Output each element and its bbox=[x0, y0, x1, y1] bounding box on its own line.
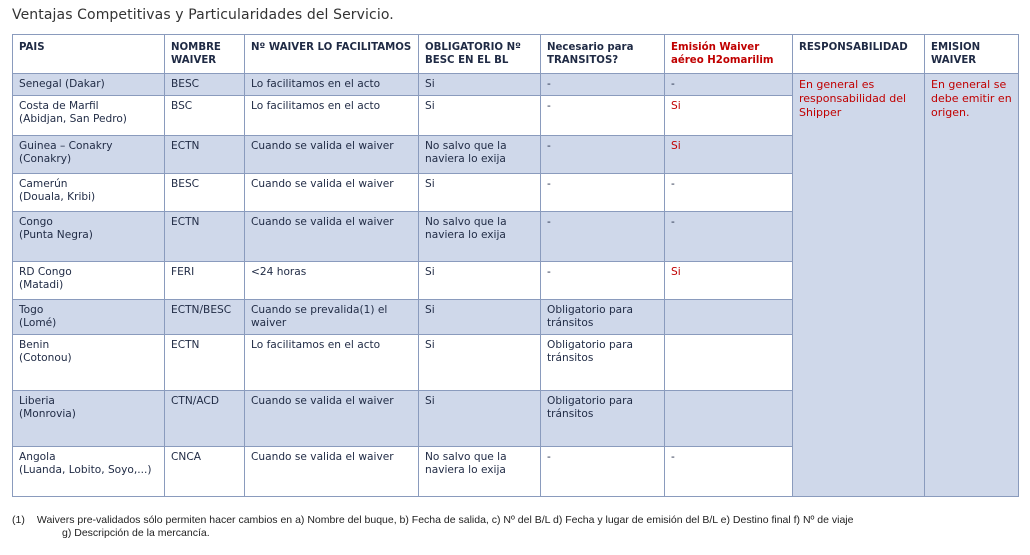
pais-name: Senegal (Dakar) bbox=[19, 78, 105, 90]
transitos-value: Obligatorio para tránsitos bbox=[547, 395, 634, 420]
pais-name: RD Congo bbox=[19, 266, 72, 278]
cell-nombre-waiver bbox=[165, 262, 245, 300]
cell-pais bbox=[13, 391, 165, 447]
cell-facilitamos bbox=[245, 262, 419, 300]
cell-facilitamos bbox=[245, 136, 419, 174]
cell-emision-aereo bbox=[665, 447, 793, 497]
cell-nombre-waiver bbox=[165, 391, 245, 447]
cell-facilitamos bbox=[245, 391, 419, 447]
pais-ports: (Douala, Kribi) bbox=[19, 191, 96, 203]
pais-name: Congo bbox=[19, 216, 53, 228]
nombre-waiver-value: ECTN bbox=[171, 339, 200, 351]
emision-aereo-value: Si bbox=[671, 100, 681, 112]
header-emision-waiver: EMISION WAIVER bbox=[925, 35, 1019, 74]
facilitamos-value: Cuando se valida el waiver bbox=[251, 451, 394, 463]
emision-aereo-value: - bbox=[671, 216, 675, 228]
facilitamos-value: Cuando se valida el waiver bbox=[251, 216, 394, 228]
transitos-value: - bbox=[547, 100, 551, 112]
cell-facilitamos bbox=[245, 174, 419, 212]
transitos-value: - bbox=[547, 78, 551, 90]
transitos-value: - bbox=[547, 216, 551, 228]
cell-transitos bbox=[541, 391, 665, 447]
footnote bbox=[12, 514, 1022, 540]
transitos-value: - bbox=[547, 266, 551, 278]
transitos-value: - bbox=[547, 451, 551, 463]
emision-aereo-value: - bbox=[671, 178, 675, 190]
cell-emision-aereo bbox=[665, 174, 793, 212]
header-responsabilidad: RESPONSABILIDAD bbox=[793, 35, 925, 74]
header-facilitamos: Nº WAIVER LO FACILITAMOS bbox=[245, 35, 419, 74]
emision-aereo-value: - bbox=[671, 451, 675, 463]
cell-obligatorio bbox=[419, 447, 541, 497]
header-emision-aereo: Emisión Waiver aéreo H2omarilim bbox=[665, 35, 793, 74]
facilitamos-value: Cuando se prevalida(1) el waiver bbox=[251, 304, 388, 329]
cell-nombre-waiver bbox=[165, 96, 245, 136]
cell-obligatorio bbox=[419, 300, 541, 335]
emision-waiver-text: En general se debe emitir en origen. bbox=[931, 78, 1012, 119]
cell-facilitamos bbox=[245, 74, 419, 96]
nombre-waiver-value: BESC bbox=[171, 78, 200, 90]
facilitamos-value: Cuando se valida el waiver bbox=[251, 178, 394, 190]
cell-emision-aereo bbox=[665, 96, 793, 136]
cell-transitos bbox=[541, 96, 665, 136]
transitos-value: - bbox=[547, 140, 551, 152]
header-transitos: Necesario para TRANSITOS? bbox=[541, 35, 665, 74]
cell-facilitamos bbox=[245, 96, 419, 136]
cell-emision-aereo bbox=[665, 74, 793, 96]
transitos-value: Obligatorio para tránsitos bbox=[547, 304, 634, 329]
cell-nombre-waiver bbox=[165, 74, 245, 96]
facilitamos-value: Lo facilitamos en el acto bbox=[251, 78, 381, 90]
cell-obligatorio bbox=[419, 212, 541, 262]
cell-transitos bbox=[541, 212, 665, 262]
obligatorio-value: Si bbox=[425, 100, 435, 112]
pais-name: Guinea – Conakry bbox=[19, 140, 113, 152]
cell-facilitamos bbox=[245, 447, 419, 497]
pais-name: Benin bbox=[19, 339, 50, 351]
cell-emision-waiver-merged bbox=[925, 74, 1019, 497]
cell-obligatorio bbox=[419, 262, 541, 300]
cell-pais bbox=[13, 74, 165, 96]
obligatorio-value: Si bbox=[425, 395, 435, 407]
header-obligatorio: OBLIGATORIO Nº BESC EN EL BL bbox=[419, 35, 541, 74]
cell-pais bbox=[13, 96, 165, 136]
cell-facilitamos bbox=[245, 300, 419, 335]
obligatorio-value: Si bbox=[425, 178, 435, 190]
pais-ports: (Lomé) bbox=[19, 317, 57, 329]
footnote-number: (1) bbox=[12, 514, 25, 526]
cell-responsabilidad-merged bbox=[793, 74, 925, 497]
pais-ports: (Conakry) bbox=[19, 153, 72, 165]
facilitamos-value: Lo facilitamos en el acto bbox=[251, 339, 381, 351]
pais-name: Camerún bbox=[19, 178, 68, 190]
pais-name: Liberia bbox=[19, 395, 55, 407]
table-row bbox=[13, 74, 1019, 96]
pais-ports: (Punta Negra) bbox=[19, 229, 93, 241]
cell-transitos bbox=[541, 74, 665, 96]
nombre-waiver-value: ECTN/BESC bbox=[171, 304, 232, 316]
cell-transitos bbox=[541, 447, 665, 497]
pais-ports: (Cotonou) bbox=[19, 352, 72, 364]
obligatorio-value: Si bbox=[425, 339, 435, 351]
obligatorio-value: Si bbox=[425, 266, 435, 278]
obligatorio-value: Si bbox=[425, 304, 435, 316]
cell-obligatorio bbox=[419, 335, 541, 391]
page-title: Ventajas Competitivas y Particularidades del Servicio. bbox=[12, 7, 394, 23]
cell-pais bbox=[13, 136, 165, 174]
cell-emision-aereo bbox=[665, 335, 793, 391]
facilitamos-value: Cuando se valida el waiver bbox=[251, 395, 394, 407]
cell-pais bbox=[13, 335, 165, 391]
cell-pais bbox=[13, 262, 165, 300]
cell-emision-aereo bbox=[665, 391, 793, 447]
nombre-waiver-value: FERI bbox=[171, 266, 195, 278]
cell-transitos bbox=[541, 136, 665, 174]
cell-obligatorio bbox=[419, 174, 541, 212]
nombre-waiver-value: BESC bbox=[171, 178, 200, 190]
cell-obligatorio bbox=[419, 136, 541, 174]
cell-obligatorio bbox=[419, 96, 541, 136]
cell-emision-aereo bbox=[665, 136, 793, 174]
obligatorio-value: No salvo que la naviera lo exija bbox=[425, 216, 507, 241]
obligatorio-value: No salvo que la naviera lo exija bbox=[425, 451, 507, 476]
waiver-table bbox=[12, 34, 1019, 497]
pais-name: Costa de Marfil bbox=[19, 100, 99, 112]
emision-aereo-value: Si bbox=[671, 140, 681, 152]
table-header-row bbox=[13, 35, 1019, 74]
cell-nombre-waiver bbox=[165, 447, 245, 497]
pais-name: Togo bbox=[19, 304, 44, 316]
cell-obligatorio bbox=[419, 74, 541, 96]
nombre-waiver-value: CNCA bbox=[171, 451, 201, 463]
facilitamos-value: <24 horas bbox=[251, 266, 307, 278]
header-pais: PAIS bbox=[13, 35, 165, 74]
footnote-line-1: Waivers pre-validados sólo permiten hacer cambios en a) Nombre del buque, b) Fecha de salida, c) Nº del B/L d) Fecha y lugar de emisión del B/L e) Destino final f) Nº de viaje bbox=[36, 514, 854, 526]
cell-transitos bbox=[541, 335, 665, 391]
responsabilidad-text: En general es responsabilidad del Shipper bbox=[799, 78, 907, 119]
cell-transitos bbox=[541, 174, 665, 212]
cell-facilitamos bbox=[245, 212, 419, 262]
cell-facilitamos bbox=[245, 335, 419, 391]
pais-ports: (Abidjan, San Pedro) bbox=[19, 113, 127, 125]
cell-pais bbox=[13, 447, 165, 497]
cell-obligatorio bbox=[419, 391, 541, 447]
cell-emision-aereo bbox=[665, 300, 793, 335]
cell-nombre-waiver bbox=[165, 136, 245, 174]
cell-pais bbox=[13, 300, 165, 335]
cell-nombre-waiver bbox=[165, 335, 245, 391]
nombre-waiver-value: ECTN bbox=[171, 216, 200, 228]
cell-nombre-waiver bbox=[165, 174, 245, 212]
transitos-value: Obligatorio para tránsitos bbox=[547, 339, 634, 364]
nombre-waiver-value: BSC bbox=[171, 100, 193, 112]
pais-ports: (Matadi) bbox=[19, 279, 64, 291]
nombre-waiver-value: ECTN bbox=[171, 140, 200, 152]
cell-nombre-waiver bbox=[165, 300, 245, 335]
cell-nombre-waiver bbox=[165, 212, 245, 262]
nombre-waiver-value: CTN/ACD bbox=[171, 395, 219, 407]
pais-name: Angola bbox=[19, 451, 56, 463]
footnote-line-2: g) Descripción de la mercancía. bbox=[62, 527, 210, 539]
cell-emision-aereo bbox=[665, 212, 793, 262]
cell-pais bbox=[13, 212, 165, 262]
header-nombre-waiver: NOMBRE WAIVER bbox=[165, 35, 245, 74]
emision-aereo-value: Si bbox=[671, 266, 681, 278]
obligatorio-value: Si bbox=[425, 78, 435, 90]
cell-pais bbox=[13, 174, 165, 212]
facilitamos-value: Cuando se valida el waiver bbox=[251, 140, 394, 152]
facilitamos-value: Lo facilitamos en el acto bbox=[251, 100, 381, 112]
pais-ports: (Luanda, Lobito, Soyo,...) bbox=[19, 464, 152, 476]
cell-emision-aereo bbox=[665, 262, 793, 300]
emision-aereo-value: - bbox=[671, 78, 675, 90]
pais-ports: (Monrovia) bbox=[19, 408, 76, 420]
transitos-value: - bbox=[547, 178, 551, 190]
cell-transitos bbox=[541, 262, 665, 300]
cell-transitos bbox=[541, 300, 665, 335]
obligatorio-value: No salvo que la naviera lo exija bbox=[425, 140, 507, 165]
